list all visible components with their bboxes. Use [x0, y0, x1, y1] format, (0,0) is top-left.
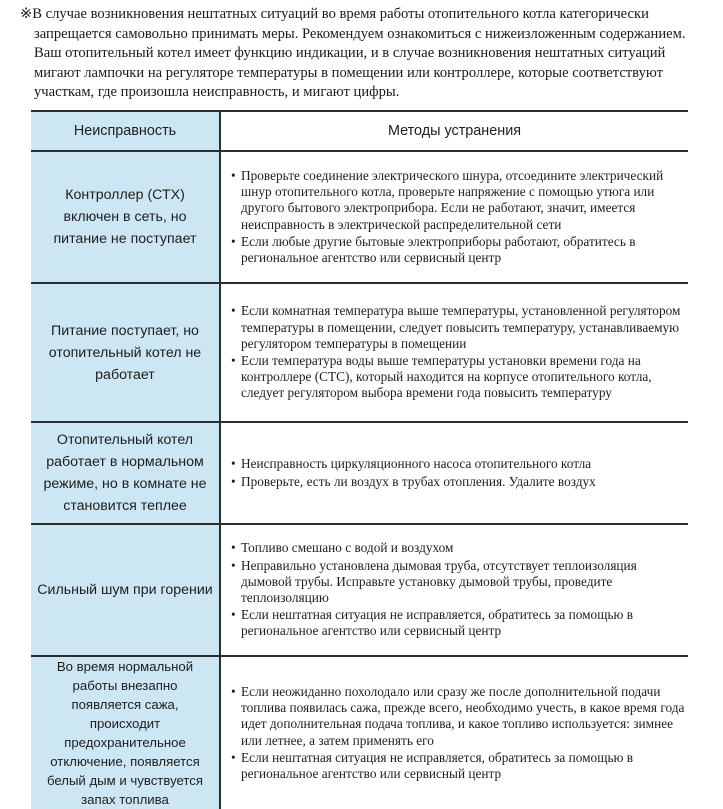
bullet-icon: •: [231, 303, 236, 319]
fixes-cell: [220, 422, 688, 524]
table-row: [31, 422, 688, 524]
bullet-icon: •: [231, 473, 236, 489]
bullet-icon: •: [231, 353, 236, 368]
fix-item: [231, 558, 688, 607]
intro-first-line: [20, 5, 710, 25]
fixes-cell: [220, 283, 688, 422]
bullet-icon: •: [231, 456, 236, 472]
fix-item: [231, 456, 688, 472]
bullet-icon: •: [231, 557, 236, 573]
problem-cell: Во время нормальной работы внезапно появляется сажа, происходит предохранительное отключение, появляется белый дым и чувствуется запах топлива: [31, 656, 220, 809]
table-header-row: [31, 112, 688, 151]
intro-first-text: В случае возникновения нештатных ситуаций во время работы отопительного котла категорически: [32, 6, 649, 22]
fix-item: [231, 353, 688, 402]
fix-text: Если любые другие бытовые электроприборы работают, обратитесь в региональное агентство или сервисный центр: [241, 233, 636, 265]
fix-item: [231, 607, 688, 639]
fix-item: [231, 540, 688, 556]
troubleshooting-table: [31, 112, 688, 809]
bullet-icon: •: [231, 540, 236, 556]
problem-cell: Контроллер (СТХ) включен в сеть, но питание не поступает: [31, 151, 220, 283]
table-row: [31, 283, 688, 422]
fix-text: Если комнатная температура выше температуры, установленной регулятором температуры в помещении, следует повысить температуру, устанавливаемую регулятором температуры в помещении: [241, 303, 681, 351]
table-row: [31, 151, 688, 283]
fix-text: Если нештатная ситуация не исправляется, обратитесь за помощью в региональное агентство или сервисный центр: [241, 749, 634, 781]
problem-cell: Отопительный котел работает в нормальном режиме, но в комнате не становится теплее: [31, 422, 220, 524]
header-problem: Неисправность: [31, 112, 220, 151]
fix-text: Неправильно установлена дымовая труба, отсутствует теплоизоляция дымовой трубы. Исправьте установку дымовой трубы, проведите теплоизоляцию: [241, 557, 637, 605]
table-row: [31, 656, 688, 809]
bullet-icon: •: [231, 167, 236, 183]
intro-rest-text: запрещается самовольно принимать меры. Рекомендуем ознакомиться с нижеизложенным содержанием. Ваш отопительный котел имеет функцию индикации, и в случае возникновения нештатных ситуаций мигают лампочки на регуляторе температуры в помещении или контроллере, которые соответствуют участкам, где произошла неисправность, и мигают цифры.: [34, 25, 686, 101]
fix-item: [231, 684, 688, 749]
problem-cell: Питание поступает, но отопительный котел не работает: [31, 283, 220, 422]
fixes-cell: [220, 656, 688, 809]
fix-text: Если нештатная ситуация не исправляется, обратитесь за помощью в региональное агентство или сервисный центр: [241, 607, 634, 639]
fix-item: [231, 474, 688, 490]
bullet-icon: •: [231, 749, 236, 765]
problem-cell: Сильный шум при горении: [31, 524, 220, 656]
intro-note: [20, 5, 710, 103]
fix-text: Топливо смешано с водой и воздухом: [241, 540, 454, 556]
bullet-icon: •: [231, 607, 236, 623]
fix-item: [231, 303, 688, 352]
fix-item: [231, 750, 688, 782]
fix-text: Неисправность циркуляционного насоса отопительного котла: [241, 456, 592, 472]
fix-item: [231, 168, 688, 233]
fix-text: Проверьте соединение электрического шнура, отсоедините электрический шнур отопительного котла, проверьте напряжение с помощью утюга или другого бытового электроприбора. Если не работают, значит, имеется неисправность в электрической распределительной сети: [241, 167, 664, 232]
fixes-cell: [220, 151, 688, 283]
note-marker: ※: [20, 6, 33, 22]
bullet-icon: •: [231, 683, 236, 699]
fix-text: Если температура воды выше температуры установки времени года на контроллере (СТС), который находится на корпусе отопительного котла, следует регулятором выбора времени года повысить температуру: [241, 353, 652, 401]
bullet-icon: •: [231, 233, 236, 249]
fix-item: [231, 234, 688, 266]
header-fixes: Методы устранения: [220, 112, 688, 151]
table-row: [31, 524, 688, 656]
fix-text: Если неожиданно похолодало или сразу же после дополнительной подачи топлива появилась сажа, прежде всего, необходимо учесть, в какое время года идет дополнительная подача топлива, и какое топливо используется: зимнее или летнее, а затем применять его: [241, 683, 685, 748]
fix-text: Проверьте, есть ли воздух в трубах отопления. Удалите воздух: [241, 473, 596, 489]
fixes-cell: [220, 524, 688, 656]
